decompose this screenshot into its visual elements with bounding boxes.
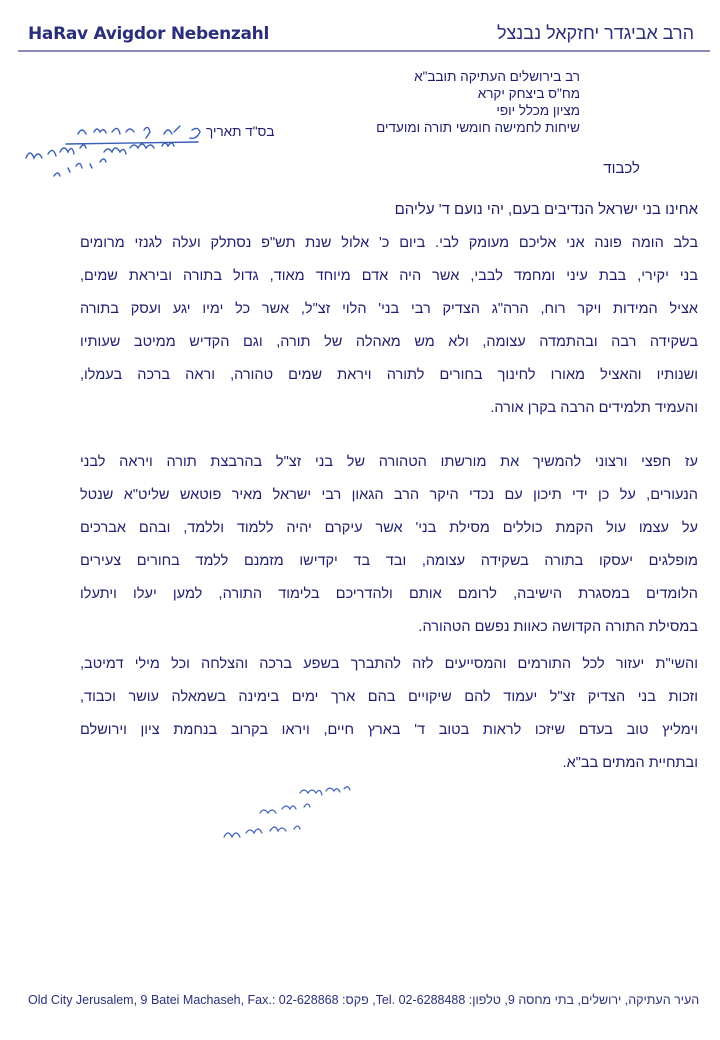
date-label: בס"ד תאריך bbox=[206, 124, 275, 139]
paragraph-line: וזכות בני הצדיק זצ"ל יעמוד להם שיקויים בהם ארך ימים בימינה בשמאלה עושר וכבוד, bbox=[80, 689, 698, 705]
paragraph-line: והעמיד תלמידים הרבה בקרן אורה. bbox=[490, 400, 698, 416]
paragraph-line: במסילת התורה הקדושה כאוות נפשם הטהורה. bbox=[418, 619, 698, 635]
paragraph-line: בני יקירי, בבת עיני ומחמד לבבי, אשר היה אדם מיוחד מאוד, גדול בתורה וביראת שמים, bbox=[80, 268, 698, 284]
header-divider bbox=[18, 50, 710, 52]
paragraph-line: בלב הומה פונה אני אליכם מעומק לבי. ביום כ' אלול שנת תש"פ נסתלק ועלה לגנזי מרומים bbox=[80, 235, 698, 251]
paragraph-line: מופלגים יעסקו בתורה בשקידה עצומה, ובד בד יקדישו מזמנם ללמד בחורים צעירים bbox=[80, 553, 698, 569]
paragraph-line: הלומדים במסגרת הישיבה, לרומם אותם ולהדריכם בלימוד התורה, למען יעלו ויתעלו bbox=[80, 586, 698, 602]
paragraph-line: אציל המידות ויקר רוח, הרה"ג הצדיק רבי בני' הלוי זצ"ל, אשר כל ימיו יגע ועסק בתורה bbox=[80, 301, 698, 317]
letterhead-name-hebrew: הרב אביגדר יחזקאל נבנצל bbox=[496, 23, 694, 43]
footer-address: Old City Jerusalem, 9 Batei Machaseh, Fax.: 02-628868 :פקס ,Tel. 02-6288488 :העיר העתיקה, ירושלים, בתי מחסה 9, טלפון bbox=[28, 993, 700, 1007]
handwritten-date bbox=[14, 118, 210, 188]
paragraph-line: ובתחיית המתים בב"א. bbox=[562, 755, 698, 771]
handwritten-signature bbox=[220, 785, 360, 850]
title-line: רב בירושלים העתיקה תובב"א bbox=[414, 69, 580, 84]
paragraph-line: וימליץ טוב בעדם שיזכו לראות בטוב ד' בארץ חיים, ויראו בקרוב בנחמת ציון וירושלם bbox=[80, 722, 698, 738]
paragraph-1 bbox=[80, 231, 698, 429]
paragraph-line: והשי"ת יעזור לכל התורמים והמסייעים לזה להתברך בשפע ברכה והצלחה וכל מילי דמיטב, bbox=[80, 656, 698, 672]
paragraph-line: ושנותיו והאציל מאורו לחינוך בחורים לתורה ויראת שמים טהורה, וראה ברכה בעמלו, bbox=[80, 367, 698, 383]
paragraph-3 bbox=[80, 652, 698, 784]
letterhead-name-english: HaRav Avigdor Nebenzahl bbox=[28, 24, 269, 44]
title-line: מציון מכלל יופי bbox=[496, 103, 580, 118]
salutation: לכבוד bbox=[603, 160, 640, 177]
paragraph-line: על עצמו עול הקמת כוללים מסילת בני' אשר עיקרם יהיה ללמוד וללמד, ובהם אברכים bbox=[80, 520, 698, 536]
paragraph-line: עז חפצי ורצוני להמשיך את מורשתו הטהורה של בני זצ"ל בהרבצת תורה ויראה לבני bbox=[80, 454, 698, 470]
greeting: אחינו בני ישראל הנדיבים בעם, יהי נועם ד' עליהם bbox=[394, 201, 698, 218]
title-line: מח"ס ביצחק יקרא bbox=[477, 86, 580, 101]
paragraph-line: הנעורים, על כן ידי תיכון עם נכדי היקר הרב הגאון רבי ישראל מאיר פוטאש שליט"א שנטל bbox=[80, 487, 698, 503]
paragraph-line: בשקידה רבה ובהתמדה עצומה, ולא מש מאהלה של תורה, וגם הקדיש ממיטב שעותיו bbox=[80, 334, 698, 350]
paragraph-2 bbox=[80, 450, 698, 648]
title-line: שיחות לחמישה חומשי תורה ומועדים bbox=[376, 120, 580, 135]
rabbi-titles bbox=[376, 68, 580, 136]
